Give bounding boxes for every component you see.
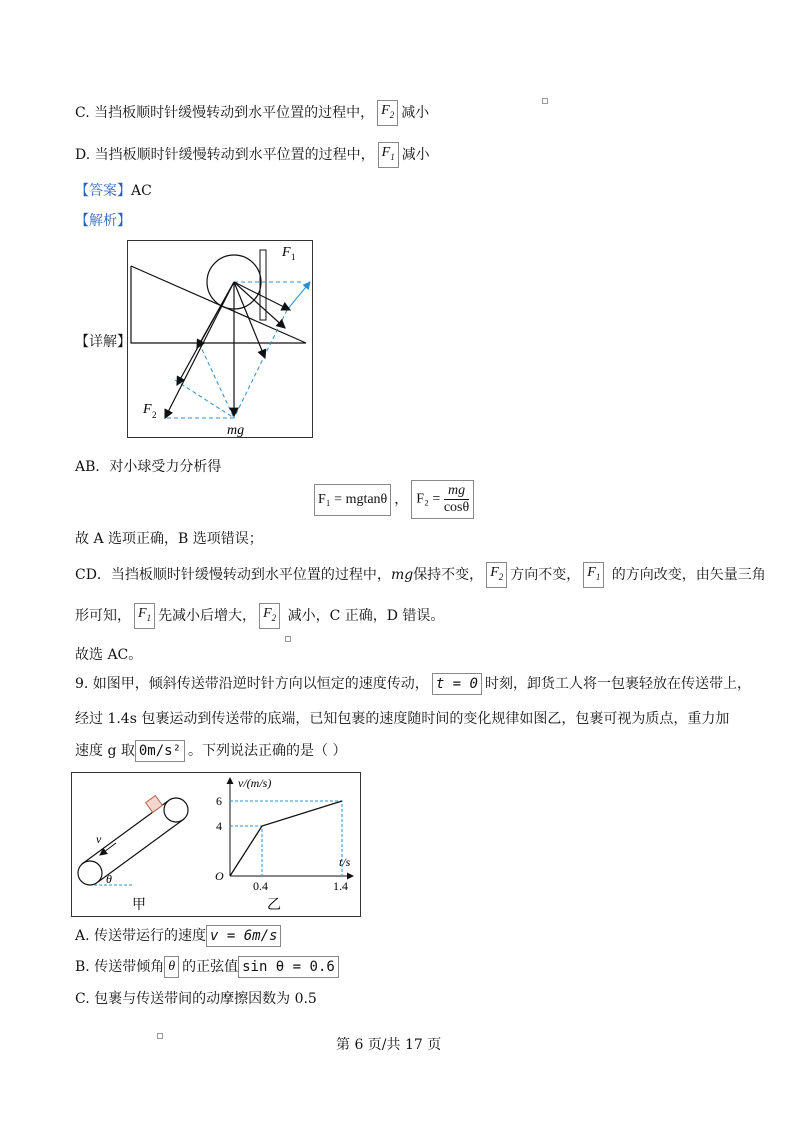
option-a: A. 传送带运行的速度 v = 6m/s	[75, 925, 284, 947]
answer-value: AC	[131, 183, 152, 199]
f1-box: $F_1$	[134, 603, 155, 629]
package	[146, 796, 163, 813]
f2-label: F	[143, 402, 152, 417]
y-tick-label: 4	[216, 819, 222, 833]
stray-mark	[157, 1033, 163, 1039]
formula-f2: F₂ = $\frac{mg}{\cos\theta}$	[411, 480, 474, 519]
cd-line-2: 形可知， $F_1$ 先减小后增大， $F_2$ 减小，C 正确，D 错误。	[75, 603, 444, 629]
theta-label: θ	[106, 872, 112, 886]
ab-conclusion: 故 A 选项正确，B 选项错误；	[75, 531, 263, 547]
answer-tag: 【答案】	[75, 183, 131, 199]
force-diagram	[127, 240, 313, 438]
theta-box: θ	[164, 956, 179, 978]
q9-line-2: 经过 1.4s 包裹运动到传送带的底端，已知包裹的速度随时间的变化规律如图乙，包裹可视为质点，重力加	[75, 711, 730, 727]
jia-label: 甲	[132, 897, 146, 913]
stray-mark	[542, 98, 548, 104]
x-axis-label: t/s	[339, 855, 351, 869]
page-footer: 第 6 页/共 17 页	[336, 1037, 442, 1053]
option-b: B. 传送带倾角 θ 的正弦值 sin θ = 0.6	[75, 956, 342, 978]
q9-line-1: 9. 如图甲，倾斜传送带沿逆时针方向以恒定的速度传动， t = 0 时刻，卸货工人将一包裹轻放在传送带上，	[75, 673, 751, 695]
vt-chart	[205, 773, 360, 915]
f1-sub: 1	[291, 252, 296, 262]
x-tick-label: 1.4	[333, 879, 348, 893]
velocity-series-line	[230, 801, 342, 876]
option-d: D. 当挡板顺时针缓慢转动到水平位置的过程中， $F_1$ 减小	[75, 142, 430, 168]
speed-box: v = 6m/s	[206, 925, 281, 947]
yi-label: 乙	[267, 897, 281, 913]
formula-f1: F₁ = mgtanθ	[314, 484, 391, 516]
f2-sub: 2	[152, 410, 157, 420]
f2-box: $F_2$	[486, 562, 507, 588]
f1-label: F	[282, 245, 291, 260]
option-c-q9: C. 包裹与传送带间的动摩擦因数为 0.5	[75, 991, 317, 1007]
f1-box: $F_1$	[583, 562, 604, 588]
stray-mark	[285, 636, 291, 642]
x-tick-label: 0.4	[253, 879, 268, 893]
answer-line	[75, 180, 152, 200]
f2-box: $F_2$	[259, 603, 280, 629]
y-tick-label: 6	[216, 794, 222, 808]
f1-box: $F_1$	[378, 142, 399, 168]
conveyor-figure	[72, 773, 212, 913]
ab-intro: AB．对小球受力分析得	[75, 459, 222, 475]
sin-box: sin θ = 0.6	[238, 956, 339, 978]
velocity-label: v	[96, 832, 102, 846]
f2-box: $F_2$	[377, 100, 398, 126]
detail-tag: 【详解】	[75, 334, 131, 350]
q9-line-3: 速度 g 取 0m/s² 。下列说法正确的是（ ）	[75, 740, 346, 762]
g-box: 0m/s²	[135, 740, 185, 762]
y-axis-label: v/(m/s)	[238, 776, 272, 790]
choose-line: 故选 AC。	[75, 647, 143, 663]
option-c: C. 当挡板顺时针缓慢转动到水平位置的过程中， $F_2$ 减小	[75, 100, 429, 126]
origin-label: O	[215, 869, 224, 883]
formula-row: F₁ = mgtanθ ， F₂ = $\frac{mg}{\cos\theta}$	[311, 480, 477, 518]
analysis-tag: 【解析】	[75, 213, 131, 229]
mg-label: mg	[227, 423, 245, 438]
t0-box: t = 0	[432, 673, 482, 695]
figure-frame	[128, 241, 313, 438]
cd-line-1: CD．当挡板顺时针缓慢转动到水平位置的过程中，mg保持不变， $F_2$ 方向不变， $F_1$ 的方向改变，由矢量三角	[75, 562, 766, 588]
guide-line	[230, 801, 342, 876]
